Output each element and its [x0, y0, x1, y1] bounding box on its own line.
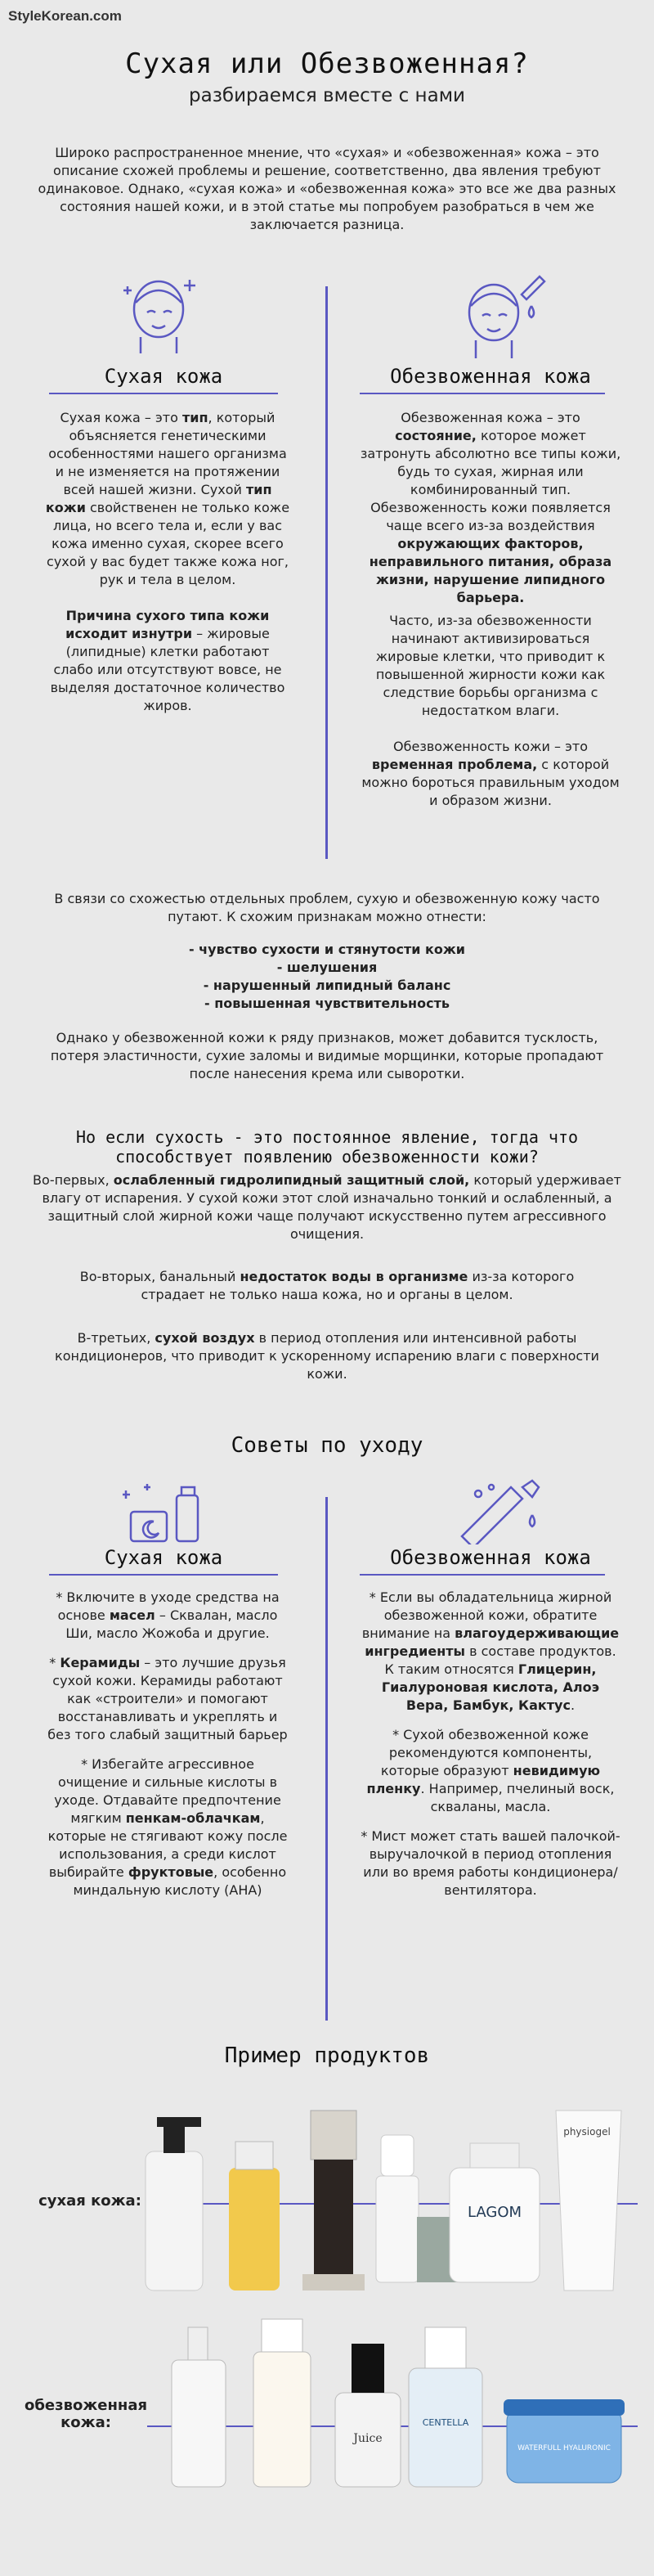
lagom-logo: LAGOM [467, 2204, 522, 2221]
symptom-item: - шелушения [276, 960, 378, 975]
dry-products-label: сухая кожа: [38, 2192, 141, 2210]
products-heading: Пример продуктов [224, 2043, 430, 2068]
centella-logo: CENTELLA [422, 2417, 469, 2428]
symptom-item: - повышенная чувствительность [204, 996, 450, 1011]
symptom-item: - чувство сухости и стянутости кожи [188, 942, 466, 957]
tips-divider [325, 1497, 328, 2021]
similar-after: Однако у обезвоженной кожи к ряду признаков, может добавится тусклость, потеря эластичности, сухие заломы и видимые морщинки, которые пропадают после нанесения крема или сыворотки. [50, 1030, 604, 1081]
dehydrated-column-title: Обезвоженная кожа [390, 365, 591, 388]
juice-logo: Juice [353, 2432, 383, 2445]
waterfull-logo: WATERFULL HYALURONIC [517, 2444, 611, 2452]
symptom-item: - нарушенный липидный баланс [203, 978, 451, 993]
brand-logo[interactable]: StyleKorean.com [8, 8, 122, 24]
intro-text: Широко распространенное мнение, что «сухая» и «обезвоженная» кожа – это описание схожей проблемы и решение, соответственно, два явления требуют одинаковое. Однако, «сухая кожа» и «обезвоженная кожа» это все же два разных состояния нашей кожи, и в этой статье мы попробуем разобраться в чем же заключается разница. [38, 145, 616, 232]
tube-drops-icon [454, 1479, 552, 1544]
column-underline-left [49, 393, 278, 394]
cause-2: Во-вторых, банальный недостаток воды в организме из-за которого страдает не только наша кожа, но и органы в целом. [79, 1269, 575, 1302]
dehydrated-face-icon [453, 270, 551, 368]
dehydration-causes-heading: Но если сухость - это постоянное явление, тогда что способствует появлению обезвоженности кожи? [75, 1127, 579, 1167]
page-title: Сухая или Обезвоженная? [125, 47, 529, 80]
cause-1: Во-первых, ослабленный гидролипидный защитный слой, который удерживает влагу от испарения. У сухой кожи этот слой изначально тонкий и ослабленный, а защитный слой жирной кожи чаще получают искусственно путем агрессивного очищения. [33, 1172, 621, 1242]
dry-products-image [139, 2094, 629, 2299]
tips-underline-left [49, 1574, 278, 1576]
cause-3: В-третьих, сухой воздух в период отопления или интенсивной работы кондиционеров, что приводит к ускоренному испарению влаги с поверхности кожи. [55, 1330, 599, 1382]
column-divider [325, 286, 328, 859]
dehydrated-products-image [147, 2303, 629, 2491]
dry-column-title: Сухая кожа [104, 365, 223, 388]
tips-underline-right [360, 1574, 605, 1576]
physiogel-logo: physiogel [563, 2126, 611, 2138]
tips-dehydrated-list: * Если вы обладательница жирной обезвоженной кожи, обратите внимание на влагоудерживающие ингредиенты в составе продуктов. К таким относятся Глицерин, Гиалуроновая кислота, Алоэ Вера, Бамбук, Кактус. * Сухой обезвоженной коже рекомендуются компоненты, которые образуют невидимую пленку. Например, пчелиный воск, скваланы, масла. * Мист может стать вашей палочкой-выручалочкой в период отопления или во время работы кондиционера/вентилятора. [361, 1589, 620, 1898]
dehydrated-products-label: обезвоженная кожа: [25, 2397, 148, 2431]
page-subtitle: разбираемся вместе с нами [189, 85, 465, 106]
tips-heading: Советы по уходу [231, 1433, 423, 1458]
dry-face-icon [116, 270, 206, 360]
tips-dehydrated-title: Обезвоженная кожа [390, 1546, 591, 1569]
dehydrated-description: Обезвоженная кожа – это состояние, которое может затронуть абсолютно все типы кожи, будь то сухая, жирная или комбинированный тип. Обезвоженность кожи появляется чаще всего из-за воздействия окружающих факторов, неправильного питания, образа жизни, нарушение липидного барьера. Часто, из-за обезвоженности начинают активизироваться жировые клетки, что приводит к повышенной жирности кожи как следствие борьбы организма с недостатком влаги. Обезвоженность кожи – это временная проблема, с которой можно бороться правильным уходом и образом жизни. [360, 410, 621, 808]
symptoms-list [0, 941, 654, 1013]
night-cream-icon [123, 1479, 213, 1544]
similar-intro: В связи со схожестью отдельных проблем, сухую и обезвоженную кожу часто путают. К схожим признакам можно отнести: [54, 891, 600, 924]
column-underline-right [360, 393, 605, 394]
tips-dry-list: * Включите в уходе средства на основе масел – Сквалан, масло Ши, масло Жожоба и другие. * Керамиды – это лучшие друзья сухой кожи. Керамиды работают как «строители» и помогают восстанавливать и укреплять и без того слабый защитный барьер * Избегайте агрессивное очищение и сильные кислоты в уходе. Отдавайте предпочтение мягким пенкам-облачкам, которые не стягивают кожу после использования, а среди кислот выбирайте фруктовые, особенно миндальную кислоту (AHA) [47, 1589, 288, 1898]
tips-dry-title: Сухая кожа [104, 1546, 223, 1569]
dry-description: Сухая кожа – это тип, который объясняется генетическими особенностями нашего организма и не изменяется на протяжении всей нашей жизни. Сухой тип кожи свойственен не только коже лица, но всего тела и, если у вас кожа именно сухая, скорее всего сухой у вас будет также кожа ног, рук и тела в целом. Причина сухого типа кожи исходит изнутри – жировые (липидные) клетки работают слабо или отсутствуют вовсе, не выделяя достаточное количество жиров. [45, 410, 290, 713]
